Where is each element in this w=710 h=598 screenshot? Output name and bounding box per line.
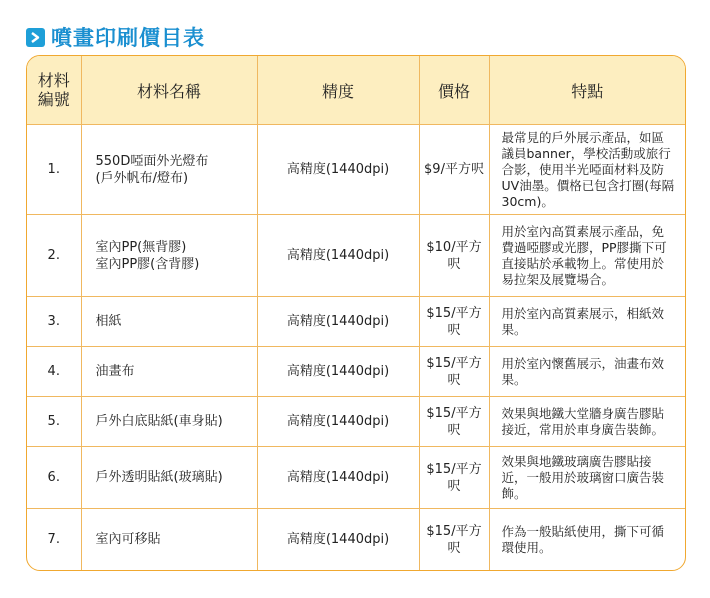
row-features: 用於室內高質素展示產品，免費過啞膠或光膠，PP膠撕下可直接貼於承載物上。常使用於易拉架及展覽場合。 — [489, 215, 685, 297]
material-name-line: 戶外白底貼紙(車身貼) — [95, 414, 223, 429]
table-row — [27, 297, 685, 347]
page-header — [26, 22, 205, 52]
row-precision: 高精度(1440dpi) — [257, 509, 419, 571]
row-code: 5. — [27, 397, 81, 447]
row-precision: 高精度(1440dpi) — [257, 215, 419, 297]
material-name-line: 相紙 — [95, 314, 122, 329]
row-features: 效果與地鐵大堂牆身廣告膠貼接近，常用於車身廣告裝飾。 — [489, 397, 685, 447]
table-row — [27, 447, 685, 509]
row-features: 效果與地鐵玻璃廣告膠貼接近，一般用於玻璃窗口廣告裝飾。 — [489, 447, 685, 509]
row-price: $15/平方呎 — [419, 447, 489, 509]
row-code: 7. — [27, 509, 81, 571]
row-precision: 高精度(1440dpi) — [257, 125, 419, 215]
row-features: 用於室內懷舊展示，油畫布效果。 — [489, 347, 685, 397]
table-header-row — [27, 56, 685, 125]
row-features: 最常見的戶外展示產品，如區議員banner，學校活動或旅行合影，使用半光啞面材料及防UV油墨。價格已包含打圈(每隔30cm)。 — [489, 125, 685, 215]
table-row — [27, 397, 685, 447]
header-name: 材料名稱 — [81, 56, 257, 125]
row-price: $9/平方呎 — [419, 125, 489, 215]
header-code: 材料 編號 — [27, 56, 81, 125]
row-precision: 高精度(1440dpi) — [257, 347, 419, 397]
row-code: 3. — [27, 297, 81, 347]
row-code: 6. — [27, 447, 81, 509]
chevron-right-icon — [26, 28, 45, 47]
table-row — [27, 125, 685, 215]
material-name-line: 油畫布 — [95, 364, 135, 379]
material-name-line: 戶外透明貼紙(玻璃貼) — [95, 470, 223, 485]
row-precision: 高精度(1440dpi) — [257, 447, 419, 509]
header-price: 價格 — [419, 56, 489, 125]
table-row — [27, 347, 685, 397]
row-code: 4. — [27, 347, 81, 397]
row-price: $10/平方呎 — [419, 215, 489, 297]
row-price: $15/平方呎 — [419, 347, 489, 397]
row-precision: 高精度(1440dpi) — [257, 297, 419, 347]
page-title: 噴畫印刷價目表 — [51, 26, 205, 50]
row-material-name — [81, 297, 257, 347]
material-name-line: 550D啞面外光燈布 — [95, 153, 209, 169]
row-features: 作為一般貼紙使用，撕下可循環使用。 — [501, 523, 665, 555]
row-material-name — [81, 509, 257, 571]
row-material-name — [81, 347, 257, 397]
row-code: 2. — [27, 215, 81, 297]
material-name-line: 室內PP膠(含背膠) — [95, 256, 200, 272]
row-material-name — [81, 215, 257, 297]
header-features: 特點 — [489, 56, 685, 125]
row-code: 1. — [27, 125, 81, 215]
row-material-name — [81, 397, 257, 447]
row-price: $15/平方呎 — [419, 397, 489, 447]
material-name-line: 室內PP(無背膠) — [95, 239, 187, 255]
table-row — [27, 509, 685, 571]
price-table — [26, 55, 686, 571]
row-features: 用於室內高質素展示，相紙效果。 — [489, 297, 685, 347]
row-precision: 高精度(1440dpi) — [257, 397, 419, 447]
row-material-name — [81, 125, 257, 215]
row-price: $15/平方呎 — [419, 297, 489, 347]
material-name-line: (戶外帆布/燈布) — [95, 170, 189, 186]
header-precision: 精度 — [257, 56, 419, 125]
row-material-name — [81, 447, 257, 509]
row-price: $15/平方呎 — [419, 509, 489, 571]
material-name-line: 室內可移貼 — [95, 532, 161, 548]
table-row — [27, 215, 685, 297]
